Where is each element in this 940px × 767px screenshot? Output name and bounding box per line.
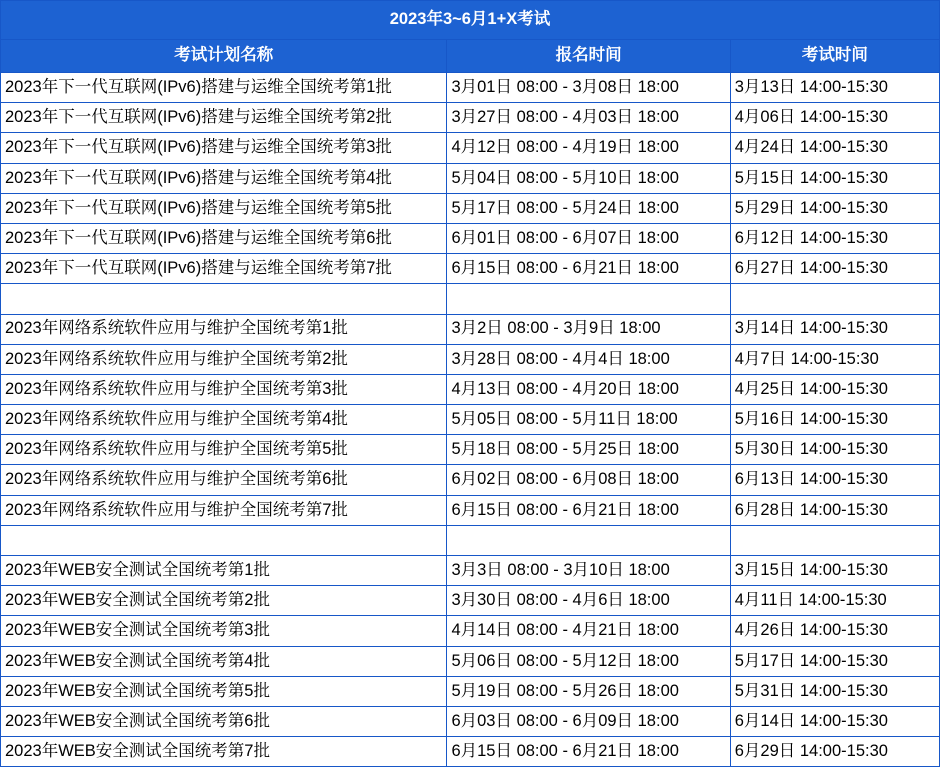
cell-signup-time: 5月04日 08:00 - 5月10日 18:00 [447,163,730,193]
cell-exam-time: 3月13日 14:00-15:30 [730,73,939,103]
cell-exam-time: 3月15日 14:00-15:30 [730,556,939,586]
cell-exam-time: 4月06日 14:00-15:30 [730,103,939,133]
cell-signup-time: 6月15日 08:00 - 6月21日 18:00 [447,737,730,767]
cell-signup-time: 3月30日 08:00 - 4月6日 18:00 [447,586,730,616]
column-header-signup-time: 报名时间 [447,40,730,73]
cell-plan-name: 2023年网络系统软件应用与维护全国统考第5批 [1,435,447,465]
table-spacer-row [1,525,940,555]
table-spacer-row [1,284,940,314]
cell-plan-name: 2023年下一代互联网(IPv6)搭建与运维全国统考第7批 [1,254,447,284]
table-row [1,465,940,495]
cell-exam-time: 4月11日 14:00-15:30 [730,586,939,616]
cell-exam-time: 5月17日 14:00-15:30 [730,646,939,676]
cell-exam-time: 5月30日 14:00-15:30 [730,435,939,465]
cell-plan-name: 2023年网络系统软件应用与维护全国统考第6批 [1,465,447,495]
table-row [1,706,940,736]
cell-plan-name: 2023年下一代互联网(IPv6)搭建与运维全国统考第3批 [1,133,447,163]
table-title: 2023年3~6月1+X考试 [1,1,940,40]
table-title-row [1,1,940,40]
cell-signup-time: 5月05日 08:00 - 5月11日 18:00 [447,405,730,435]
cell-plan-name: 2023年网络系统软件应用与维护全国统考第3批 [1,374,447,404]
cell-exam-time: 4月25日 14:00-15:30 [730,374,939,404]
cell-exam-time: 6月13日 14:00-15:30 [730,465,939,495]
table-row [1,133,940,163]
column-header-exam-time: 考试时间 [730,40,939,73]
cell-plan-name: 2023年下一代互联网(IPv6)搭建与运维全国统考第5批 [1,193,447,223]
table-row [1,556,940,586]
cell-signup-time: 6月02日 08:00 - 6月08日 18:00 [447,465,730,495]
cell-signup-time: 3月01日 08:00 - 3月08日 18:00 [447,73,730,103]
cell-plan-name: 2023年WEB安全测试全国统考第5批 [1,676,447,706]
cell-signup-time: 4月12日 08:00 - 4月19日 18:00 [447,133,730,163]
table-row [1,495,940,525]
table-spacer-cell [1,525,447,555]
cell-plan-name: 2023年WEB安全测试全国统考第2批 [1,586,447,616]
cell-signup-time: 3月27日 08:00 - 4月03日 18:00 [447,103,730,133]
table-row [1,405,940,435]
cell-exam-time: 4月7日 14:00-15:30 [730,344,939,374]
cell-signup-time: 3月28日 08:00 - 4月4日 18:00 [447,344,730,374]
table-spacer-cell [1,284,447,314]
cell-signup-time: 3月2日 08:00 - 3月9日 18:00 [447,314,730,344]
cell-signup-time: 5月18日 08:00 - 5月25日 18:00 [447,435,730,465]
cell-signup-time: 5月17日 08:00 - 5月24日 18:00 [447,193,730,223]
table-row [1,163,940,193]
cell-plan-name: 2023年网络系统软件应用与维护全国统考第1批 [1,314,447,344]
cell-exam-time: 6月27日 14:00-15:30 [730,254,939,284]
table-row [1,344,940,374]
cell-plan-name: 2023年WEB安全测试全国统考第4批 [1,646,447,676]
cell-plan-name: 2023年网络系统软件应用与维护全国统考第7批 [1,495,447,525]
cell-plan-name: 2023年WEB安全测试全国统考第3批 [1,616,447,646]
cell-plan-name: 2023年WEB安全测试全国统考第1批 [1,556,447,586]
cell-plan-name: 2023年WEB安全测试全国统考第6批 [1,706,447,736]
cell-plan-name: 2023年网络系统软件应用与维护全国统考第2批 [1,344,447,374]
table-row [1,254,940,284]
table-spacer-cell [730,284,939,314]
cell-plan-name: 2023年下一代互联网(IPv6)搭建与运维全国统考第2批 [1,103,447,133]
table-row [1,314,940,344]
table-row [1,676,940,706]
column-header-plan-name: 考试计划名称 [1,40,447,73]
cell-exam-time: 6月29日 14:00-15:30 [730,737,939,767]
table-row [1,435,940,465]
cell-exam-time: 4月24日 14:00-15:30 [730,133,939,163]
cell-signup-time: 5月06日 08:00 - 5月12日 18:00 [447,646,730,676]
cell-exam-time: 5月31日 14:00-15:30 [730,676,939,706]
cell-plan-name: 2023年网络系统软件应用与维护全国统考第4批 [1,405,447,435]
table-spacer-cell [730,525,939,555]
cell-exam-time: 6月14日 14:00-15:30 [730,706,939,736]
cell-plan-name: 2023年WEB安全测试全国统考第7批 [1,737,447,767]
cell-exam-time: 3月14日 14:00-15:30 [730,314,939,344]
table-spacer-cell [447,525,730,555]
cell-signup-time: 3月3日 08:00 - 3月10日 18:00 [447,556,730,586]
cell-signup-time: 5月19日 08:00 - 5月26日 18:00 [447,676,730,706]
cell-signup-time: 6月03日 08:00 - 6月09日 18:00 [447,706,730,736]
cell-exam-time: 5月16日 14:00-15:30 [730,405,939,435]
cell-signup-time: 4月14日 08:00 - 4月21日 18:00 [447,616,730,646]
cell-plan-name: 2023年下一代互联网(IPv6)搭建与运维全国统考第4批 [1,163,447,193]
cell-plan-name: 2023年下一代互联网(IPv6)搭建与运维全国统考第6批 [1,223,447,253]
cell-exam-time: 6月28日 14:00-15:30 [730,495,939,525]
cell-exam-time: 4月26日 14:00-15:30 [730,616,939,646]
cell-signup-time: 6月15日 08:00 - 6月21日 18:00 [447,254,730,284]
cell-exam-time: 5月29日 14:00-15:30 [730,193,939,223]
cell-exam-time: 5月15日 14:00-15:30 [730,163,939,193]
cell-signup-time: 4月13日 08:00 - 4月20日 18:00 [447,374,730,404]
cell-signup-time: 6月15日 08:00 - 6月21日 18:00 [447,495,730,525]
table-row [1,646,940,676]
table-row [1,586,940,616]
cell-exam-time: 6月12日 14:00-15:30 [730,223,939,253]
cell-signup-time: 6月01日 08:00 - 6月07日 18:00 [447,223,730,253]
table-row [1,193,940,223]
table-row [1,737,940,767]
table-row [1,616,940,646]
table-header-row [1,40,940,73]
table-row [1,374,940,404]
table-spacer-cell [447,284,730,314]
table-row [1,73,940,103]
table-row [1,223,940,253]
cell-plan-name: 2023年下一代互联网(IPv6)搭建与运维全国统考第1批 [1,73,447,103]
table-row [1,103,940,133]
